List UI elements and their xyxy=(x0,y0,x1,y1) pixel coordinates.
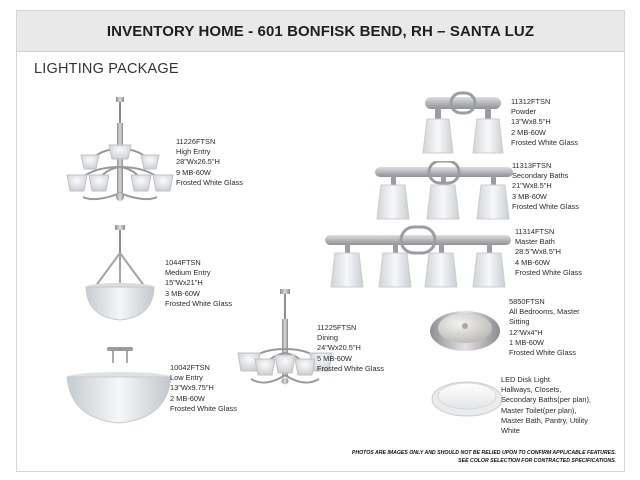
semi-flush-bowl-icon xyxy=(59,341,179,437)
fixture-spec-5850ftsn xyxy=(509,297,580,358)
vanity-4-light-icon xyxy=(323,225,513,291)
spec-bulbs: 2 MB-60W xyxy=(511,127,546,137)
section-title: LIGHTING PACKAGE xyxy=(34,61,179,77)
spec-bulbs: 9 MB-60W xyxy=(176,167,211,177)
spec-model: 11225FTSN xyxy=(317,323,357,332)
spec-location: Medium Entry xyxy=(165,268,211,278)
led-disk-light-icon xyxy=(430,375,504,419)
spec-size: 28"Wx26.5"H xyxy=(176,157,220,167)
flush-mount-icon xyxy=(427,301,503,357)
spec-location: Dining xyxy=(317,333,338,343)
spec-size: 15"Wx21"H xyxy=(165,278,203,288)
spec-location-cont: Sitting xyxy=(509,317,530,327)
spec-location: Low Entry xyxy=(170,373,203,383)
spec-bulbs: 3 MB-60W xyxy=(165,288,200,298)
fixture-spec-10042ftsn xyxy=(170,363,237,414)
fixture-spec-11312ftsn xyxy=(511,97,578,148)
spec-model: 11312FTSN xyxy=(511,97,551,106)
spec-finish: Frosted White Glass xyxy=(512,201,579,211)
spec-model: 11314FTSN xyxy=(515,227,555,236)
spec-location: Powder xyxy=(511,107,537,117)
fixture-spec-led-disk xyxy=(501,375,591,436)
fixture-spec-1044ftsn xyxy=(165,258,232,309)
spec-finish: Frosted White Glass xyxy=(176,177,243,187)
disclaimer-line-2: SEE COLOR SELECTION FOR CONTRACTED SPECIFICATIONS. xyxy=(458,457,616,464)
spec-size: 24"Wx20.5"H xyxy=(317,343,361,353)
fixture-spec-11225ftsn xyxy=(317,323,384,374)
spec-size: 28.5"Wx8.5"H xyxy=(515,247,561,257)
spec-bulbs: 5 MB-60W xyxy=(317,353,352,363)
page-header: INVENTORY HOME - 601 BONFISK BEND, RH – SANTA LUZ xyxy=(17,11,624,52)
spec-finish: Frosted White Glass xyxy=(170,403,237,413)
spec-size: 13"Wx9.75"H xyxy=(170,383,214,393)
spec-size: 12"Wx4"H xyxy=(509,327,543,337)
vanity-3-light-icon xyxy=(371,161,517,223)
fixture-spec-11313ftsn xyxy=(512,161,579,212)
spec-location: Master Bath xyxy=(515,237,555,247)
spec-location: Hallways, Closets, xyxy=(501,385,562,395)
spec-finish: Frosted White Glass xyxy=(317,363,384,373)
fixture-spec-11226ftsn xyxy=(176,137,243,188)
disclaimer xyxy=(352,450,616,465)
spec-location-cont: Master Toilet(per plan), xyxy=(501,405,577,415)
spec-finish: White xyxy=(501,426,520,436)
spec-finish: Frosted White Glass xyxy=(515,267,582,277)
vanity-2-light-icon xyxy=(415,91,511,159)
spec-location: High Entry xyxy=(176,147,211,157)
document-page xyxy=(16,10,625,472)
spec-location-cont: Master Bath, Pantry, Utility xyxy=(501,415,588,425)
spec-location: Secondary Baths xyxy=(512,171,569,181)
fixture-spec-11314ftsn xyxy=(515,227,582,278)
spec-size: 21"Wx8.5"H xyxy=(512,181,552,191)
disclaimer-line-1: PHOTOS ARE IMAGES ONLY AND SHOULD NOT BE RELIED UPON TO CONFIRM APPLICABLE FEATURES. xyxy=(351,450,616,456)
spec-bulbs: 2 MB-60W xyxy=(170,393,205,403)
spec-bulbs: 4 MB-60W xyxy=(515,257,550,267)
spec-model: 5850FTSN xyxy=(509,297,545,306)
spec-bulbs: 1 MB-60W xyxy=(509,337,544,347)
spec-finish: Frosted White Glass xyxy=(509,348,576,358)
pendant-bowl-icon xyxy=(75,225,165,325)
spec-model: 10042FTSN xyxy=(170,363,210,372)
spec-model: LED Disk Light xyxy=(501,375,550,384)
spec-bulbs: 3 MB-60W xyxy=(512,191,547,201)
spec-location-cont: Secondary Baths(per plan), xyxy=(501,395,591,405)
spec-model: 11313FTSN xyxy=(512,161,552,170)
spec-size: 13"Wx8.5"H xyxy=(511,117,551,127)
spec-model: 11226FTSN xyxy=(176,137,216,146)
spec-finish: Frosted White Glass xyxy=(165,298,232,308)
spec-model: 1044FTSN xyxy=(165,258,201,267)
chandelier-9-light-icon xyxy=(61,97,179,209)
spec-location: All Bedrooms, Master xyxy=(509,307,580,317)
spec-finish: Frosted White Glass xyxy=(511,137,578,147)
